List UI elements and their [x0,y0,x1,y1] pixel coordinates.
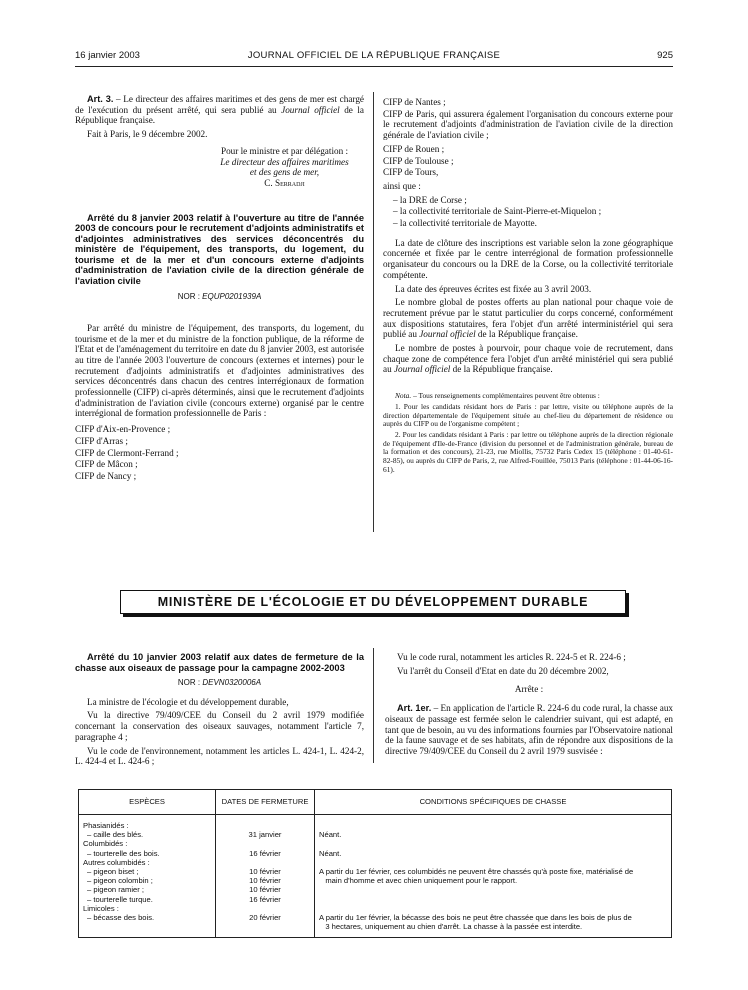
conditions-line [319,904,667,913]
table-row [79,839,672,857]
cifp-item: CIFP d'Arras ; [75,435,128,446]
species-line: Limicoles : [83,903,119,913]
conditions-line: A partir du 1er février, ces columbidés ne peuvent être chassés qu'à poste fixe, matérialisé de [319,866,634,876]
nor-code: EQUP0201939A [202,292,262,302]
species-line: – bécasse des bois. [87,912,155,922]
nota-item-2: 2. Pour les candidats résidant à Paris : par lettre ou téléphone auprès de la direction régionale de l'équipement d'Ile-de-France (division du personnel et de l'administration générale, bureau de la formation et des concours), 21-23, rue Miollis, 75732 Paris Cedex 15 (téléphone : 01-40-61-82-85), ou auprès du CIFP de Paris, 2, rue Alfred-Fouillée, 75013 Paris (téléphone : 01-44-06-16-61). [383,429,673,474]
species-cell [79,821,216,839]
signature-block [205,146,364,189]
nor-reference [75,292,364,303]
species-line: – caille des blés. [87,830,144,840]
dates-line: 16 février [249,894,281,904]
dates-line [220,839,310,848]
journal-ref: Journal officiel [419,329,476,340]
table-row [79,904,672,938]
dates-line: 10 février [249,876,281,886]
conditions-line: Néant. [319,848,342,858]
dates-cell [216,821,315,839]
article-3-journal: Journal officiel [281,104,340,115]
ministry-banner: MINISTÈRE DE L'ÉCOLOGIE ET DU DÉVELOPPEMENT DURABLE [120,590,626,614]
species-line: Phasianidés : [83,821,129,830]
species-line: – pigeon ramier ; [87,885,144,895]
paragraph-code-rural: Vu le code rural, notamment les articles R. 224-5 et R. 224-6 ; [397,652,626,662]
paragraph-postes-pourvoir [383,343,673,375]
paragraph-conseil-etat: Vu l'arrêt du Conseil d'Etat en date du 20 décembre 2002, [397,665,609,676]
conditions-line [319,858,667,867]
cifp-item: CIFP d'Aix-en-Provence ; [75,424,171,435]
conditions-cell [315,821,672,839]
article-1-text: – En application de l'article R. 224-6 du code rural, la chasse aux oiseaux de passage est fermée selon le calendrier suivant, qui est adapté, en tant que de besoin, au vu des informations fournies par l'Observatoire national de la faune sauvage et de ses habitats, afin de répondre aux dispositions de la directive 79/409/CEE du Conseil du 2 avril 1979 susvisée : [385,703,674,756]
signature-line-2: Le directeur des affaires maritimes [220,156,349,167]
conditions-line: main d'homme et avec chien uniquement pour le rapport. [319,876,518,886]
column-separator [373,92,374,532]
dates-line: 10 février [249,885,281,895]
article-3-end: de la République française. [75,104,365,126]
column-header: CONDITIONS SPÉCIFIQUES DE CHASSE [315,790,672,815]
conditions-line [319,821,667,830]
paragraph-code-env: Vu le code de l'environnement, notamment les articles L. 424-1, L. 424-2, L. 424-4 et L. 424-6 ; [75,745,364,767]
arrete-heading: Arrête : [514,684,544,695]
column-header: ESPÈCES [79,790,216,815]
conditions-line: A partir du 1er février, la bécasse des bois ne peut être chassée que dans les bois de plus de [319,912,632,922]
column-separator [373,648,374,763]
nor-code: DEVN0320006A [202,678,262,687]
nor-label: NOR : [177,678,203,687]
signature-name: C. Serradji [264,177,305,188]
dates-cell [216,839,315,857]
dates-cell [216,904,315,938]
arrete-title: Arrêté du 8 janvier 2003 relatif à l'ouverture au titre de l'année 2003 de concours pour le recrutement d'adjoints administratifs et d'adjointes administratives des services déconcentrés du ministère de l'équipement, des transports, du logement, du tourisme et de la mer et d'un concours externe d'adjoints d'administration de l'aviation civile de la direction générale de l'aviation civile [75,212,364,286]
nota-block [383,392,673,474]
cifp-item: CIFP de Toulouse ; [383,155,454,166]
table-header-row [79,790,672,815]
cifp-item: CIFP de Mâcon ; [75,459,138,470]
article-3-label: Art. 3. [87,94,114,104]
article-1-label: Art. 1er. [397,703,432,714]
hunting-calendar-table [78,789,672,938]
paragraph-cloture: La date de clôture des inscriptions est variable selon la zone géographique concernée et fixée par le centre interrégional de formation professionnelle organisateur du concours ou la DRE de la Corse, ou la collectivité territoriale compétente. [383,237,673,280]
table-row [79,821,672,839]
column-left-lower [75,652,364,770]
dash-item: – la collectivité territoriale de Mayotte. [393,218,537,229]
header-journal-title: JOURNAL OFFICIEL DE LA RÉPUBLIQUE FRANÇAISE [247,50,501,61]
paragraph-text: Le nombre global de postes offerts au plan national pour chaque voie de recrutement prévue par le statut particulier du corps concerné, conformément aux dispositions statutaires, fera l'objet d'un arrêté interministériel qui sera publié au [383,297,673,340]
dash-item: – la collectivité territoriale de Saint-Pierre-et-Miquelon ; [393,206,602,217]
dates-line: 10 février [249,866,281,876]
nota-text: – Tous renseignements complémentaires peuvent être obtenus : [411,391,600,401]
header-page-number: 925 [657,50,673,61]
species-line: Columbidés : [83,839,128,849]
nota-item-1: 1. Pour les candidats résidant hors de Paris : par lettre, visite ou téléphone auprès de la direction départementale de l'équipement située au chef-lieu du département de résidence ou auprès du CIFP ou de l'organisme compétent ; [383,401,673,429]
fait-a-paris: Fait à Paris, le 9 décembre 2002. [87,129,208,140]
column-header: DATES DE FERMETURE [216,790,315,815]
column-left [75,94,364,483]
conditions-line [319,895,667,904]
conditions-line: Néant. [319,830,342,840]
cifp-item: CIFP de Nantes ; [383,97,446,107]
dates-line: 20 février [249,912,281,922]
conditions-line: 3 hectares, uniquement au chien d'arrêt. La chasse à la passée est interdite. [319,922,583,932]
paragraph-ministre: La ministre de l'écologie et du développement durable, [87,696,289,707]
species-cell [79,839,216,857]
conditions-cell [315,858,672,904]
species-cell [79,858,216,904]
species-line: – pigeon biset ; [87,866,139,876]
signature-line-1: Pour le ministre et par délégation : [220,145,349,156]
arrete-chasse-title: Arrêté du 10 janvier 2003 relatif aux dates de fermeture de la chasse aux oiseaux de passage pour la campagne 2002-2003 [75,652,364,673]
dates-line: 31 janvier [248,830,282,840]
nor-reference [75,678,364,689]
cifp-item: CIFP de Rouen ; [383,143,445,154]
paragraph-text: de la République française. [475,329,578,340]
dash-item: – la DRE de Corse ; [393,194,467,205]
journal-ref: Journal officiel [393,364,451,375]
dates-line [220,821,310,830]
cifp-item: CIFP de Nancy ; [75,470,137,481]
paragraph-postes-global [383,297,673,340]
table-row [79,858,672,904]
article-1 [385,703,673,757]
column-right-lower [385,652,673,760]
species-line: – pigeon colombin ; [87,876,153,886]
article-3-text: – Le directeur des affaires maritimes et des gens de mer est chargé de l'exécution du présent arrêté, qui sera publié au [75,94,364,115]
conditions-cell [315,839,672,857]
article-3 [75,94,364,126]
conditions-cell [315,904,672,938]
cifp-item: CIFP de Tours, [383,167,439,178]
paragraph-text: de la République française. [450,364,553,375]
cifp-item: CIFP de Clermont-Ferrand ; [75,447,179,458]
header-rule [75,66,673,67]
arrete-body: Par arrêté du ministre de l'équipement, des transports, du logement, du tourisme et de la mer et du ministre de la fonction publique, de la réforme de l'Etat et de l'aménagement du territoire en date du 8 janvier 2003, est autorisée au titre de l'année 2003 l'ouverture de concours (externes et internes) pour le recrutement d'adjoints administratifs et d'adjointes administratives des services déconcentrés dans chacun des centres interrégionaux de formation professionnelle (CIFP) ci-après déterminés, ainsi que le recrutement d'adjoints d'administration de l'aviation civile (concours externe) organisé par le centre interrégional de formation professionnelle de Paris : [75,322,364,419]
dates-line [220,858,310,867]
conditions-line [319,885,667,894]
species-line: – tourterelle turque. [87,894,153,904]
nor-label: NOR : [177,292,203,302]
paragraph-directive: Vu la directive 79/409/CEE du Conseil du 2 avril 1979 modifiée concernant la conservation des oiseaux sauvages, notamment l'article 7, paragraphe 4 ; [75,710,364,742]
dates-line: 16 février [249,848,281,858]
header-date: 16 janvier 2003 [75,50,140,61]
paragraph-text: Le nombre de postes à pourvoir, pour chaque voie de recrutement, dans chaque zone de compétence fera l'objet d'un arrêté ministériel qui sera publié au [383,343,673,375]
cifp-paris: CIFP de Paris, qui assurera également l'organisation du concours externe pour le recrutement d'adjoints d'administration de l'aviation civile de la direction générale de l'aviation civile ; [383,108,673,141]
species-line: Autres columbidés : [83,857,150,867]
dates-line [220,904,310,913]
dates-cell [216,858,315,904]
nota-label: Nota. [395,391,412,401]
paragraph-epreuves: La date des épreuves écrites est fixée au 3 avril 2003. [395,283,592,294]
column-right [383,97,673,477]
ainsi-que: ainsi que : [383,180,421,191]
species-line: – tourterelle des bois. [87,848,160,858]
nota-intro [383,392,673,401]
species-cell [79,904,216,938]
signature-line-3: et des gens de mer, [249,167,320,178]
conditions-line [319,839,667,848]
page-header [75,50,673,64]
